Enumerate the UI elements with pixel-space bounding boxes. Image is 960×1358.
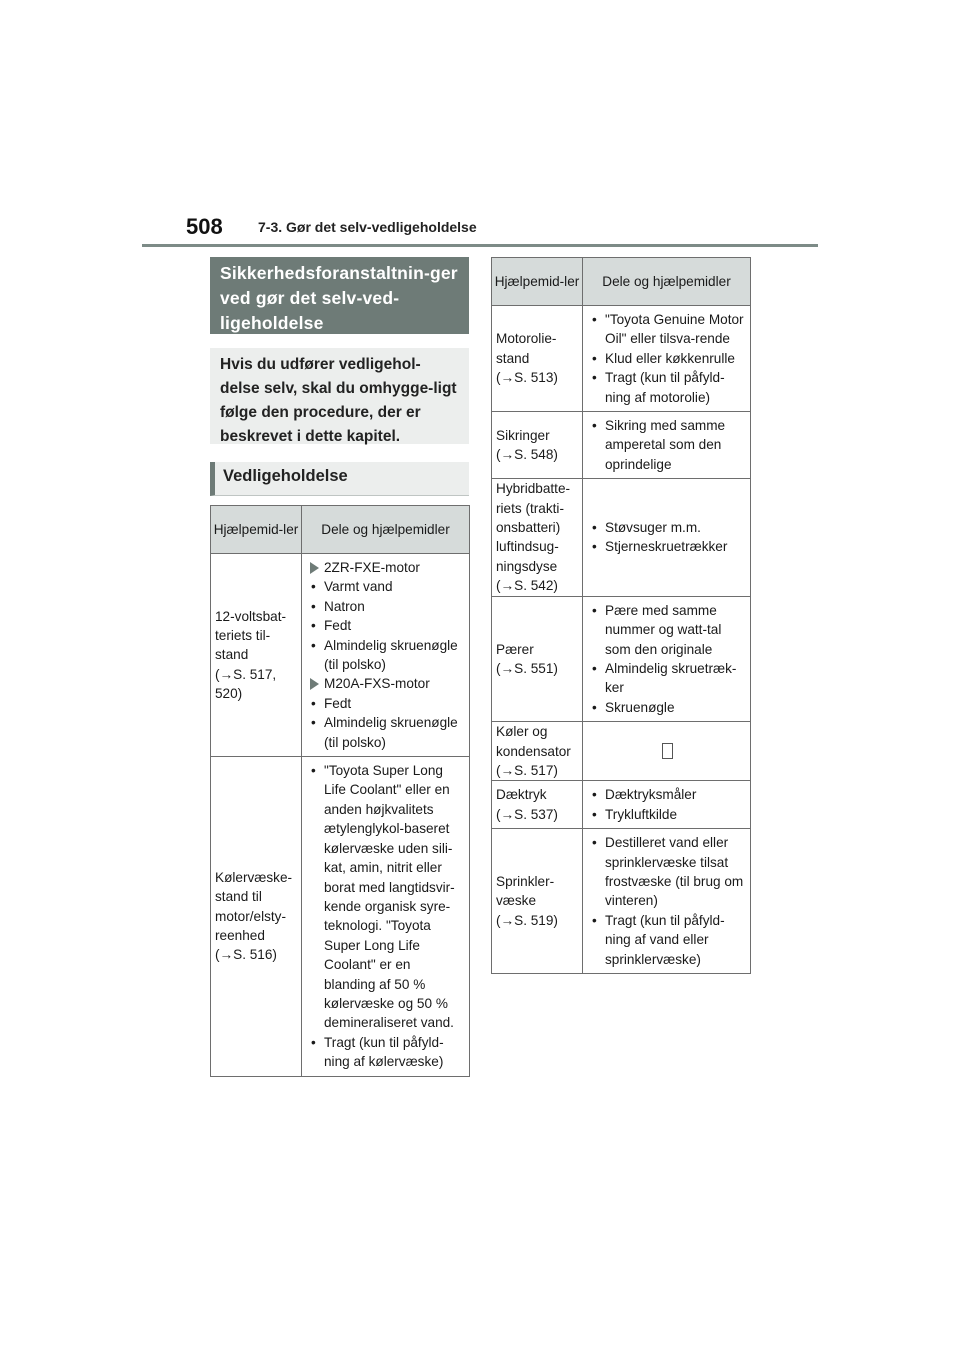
row-items xyxy=(302,554,470,757)
row-items xyxy=(583,722,751,781)
item-list xyxy=(308,761,465,1072)
table-row xyxy=(492,596,751,721)
page-number: 508 xyxy=(186,214,223,239)
category-line: reenhed xyxy=(215,928,265,944)
category-line: Sprinkler- xyxy=(496,873,555,889)
category-line: (→S. 519) xyxy=(496,912,558,928)
section-title: 7-3. Gør det selv-vedligeholdelse xyxy=(258,219,477,235)
header-tools: Hjælpemid-ler xyxy=(211,506,302,554)
category-line: 12-voltsbat- xyxy=(215,608,287,624)
list-item: • Almindelig skruenøgle (til polsko) xyxy=(308,713,465,752)
category-line: stand xyxy=(215,647,249,663)
list-item: • Trykluftkilde xyxy=(589,805,746,824)
list-item: • "Toyota Super Long Life Coolant" eller en anden højkvalitets ætylenglykol-baseret kølervæske uden sili-kat, amin, nitrit eller borat med langtidsvir-kende organisk syre-teknologi. "Toyota Super Long Life Coolant" er en blanding af 50 % kølervæske og 50 % demineraliseret vand. xyxy=(308,761,465,1033)
category-line: Dæktryk xyxy=(496,787,547,803)
list-item: • Almindelig skruenøgle (til polsko) xyxy=(308,636,465,675)
item-list xyxy=(589,785,746,824)
list-item: • Pære med samme nummer og watt-tal som den originale xyxy=(589,601,746,659)
category-line: kondensator xyxy=(496,743,571,759)
row-items xyxy=(583,479,751,596)
table-row xyxy=(492,829,751,974)
engine-variant-item: 2ZR-FXE-motor xyxy=(308,558,465,577)
list-item: • Dæktryksmåler xyxy=(589,785,746,804)
category-line: (→S. 548) xyxy=(496,447,558,463)
header-tools: Hjælpemid-ler xyxy=(492,258,583,306)
category-line: (→S. 542) xyxy=(496,578,558,594)
item-list xyxy=(589,310,746,407)
row-category xyxy=(211,554,302,757)
category-line: (→S. 537) xyxy=(496,806,558,822)
category-line: riets (trakti- xyxy=(496,500,564,516)
row-items xyxy=(583,596,751,721)
row-items xyxy=(302,757,470,1077)
category-line: (→S. 513) xyxy=(496,370,558,386)
item-list xyxy=(589,416,746,474)
row-category xyxy=(492,781,583,829)
table-row xyxy=(492,412,751,479)
right-parts-table xyxy=(491,257,751,974)
header-parts: Dele og hjælpemidler xyxy=(583,258,751,306)
category-line: væske xyxy=(496,893,537,909)
row-items xyxy=(583,829,751,974)
list-item: • Skruenøgle xyxy=(589,698,746,717)
header-parts: Dele og hjælpemidler xyxy=(302,506,470,554)
intro-text: Hvis du udfører vedligehol-delse selv, skal du omhygge-ligt følge den procedure, der er beskrevet i dette kapitel. xyxy=(210,348,469,444)
list-item: • Tragt (kun til påfyld-ning af kølervæske) xyxy=(308,1033,465,1072)
category-line: ningsdyse xyxy=(496,558,558,574)
empty-box-icon xyxy=(662,743,673,759)
list-item: • Varmt vand xyxy=(308,577,465,596)
row-category xyxy=(492,306,583,412)
list-item: • Destilleret vand eller sprinklervæske tilsat frostvæske (til brug om vinteren) xyxy=(589,833,746,911)
item-list xyxy=(589,833,746,969)
category-line: motor/elsty- xyxy=(215,908,287,924)
item-list xyxy=(589,601,746,717)
row-items xyxy=(583,412,751,479)
table-row xyxy=(211,757,470,1077)
list-item: • Tragt (kun til påfyld-ning af vand eller sprinklervæske) xyxy=(589,911,746,969)
category-line: stand til xyxy=(215,889,262,905)
row-items xyxy=(583,781,751,829)
row-category xyxy=(211,757,302,1077)
list-item: • "Toyota Genuine Motor Oil" eller tilsva-rende xyxy=(589,310,746,349)
category-line: onsbatteri) xyxy=(496,520,561,536)
engine-variant-item: M20A-FXS-motor xyxy=(308,674,465,693)
category-line: Kølervæske- xyxy=(215,869,293,885)
category-line: teriets til- xyxy=(215,627,271,643)
category-line: (→S. 517, xyxy=(215,666,277,682)
row-items xyxy=(583,306,751,412)
list-item: • Støvsuger m.m. xyxy=(589,518,746,537)
table-row xyxy=(492,781,751,829)
category-line: Sikringer xyxy=(496,427,550,443)
list-item: • Almindelig skruetræk-ker xyxy=(589,659,746,698)
item-list xyxy=(308,558,465,752)
list-item: • Fedt xyxy=(308,694,465,713)
row-category xyxy=(492,412,583,479)
maintenance-heading: Vedligeholdelse xyxy=(210,462,469,496)
table-row xyxy=(211,554,470,757)
left-parts-table xyxy=(210,505,470,1077)
row-category xyxy=(492,829,583,974)
category-line: Pærer xyxy=(496,641,534,657)
list-item: • Klud eller køkkenrulle xyxy=(589,349,746,368)
category-line: (→S. 516) xyxy=(215,947,277,963)
table-row xyxy=(492,722,751,781)
list-item: • Tragt (kun til påfyld-ning af motorolie) xyxy=(589,368,746,407)
category-line: Hybridbatte- xyxy=(496,481,571,497)
safety-heading: Sikkerhedsforanstaltnin-ger ved gør det selv-ved-ligeholdelse xyxy=(210,257,469,334)
category-line: (→S. 517) xyxy=(496,762,558,778)
list-item: • Sikring med samme amperetal som den oprindelige xyxy=(589,416,746,474)
table-row xyxy=(492,306,751,412)
list-item: • Stjerneskruetrækker xyxy=(589,537,746,556)
category-line: Motorolie- xyxy=(496,331,557,347)
list-item: • Fedt xyxy=(308,616,465,635)
list-item: • Natron xyxy=(308,597,465,616)
header-divider xyxy=(142,244,818,247)
category-line: luftindsug- xyxy=(496,539,559,555)
category-line: (→S. 551) xyxy=(496,660,558,676)
category-line: Køler og xyxy=(496,724,548,740)
row-category xyxy=(492,722,583,781)
category-line: 520) xyxy=(215,686,243,702)
table-row xyxy=(492,479,751,596)
row-category xyxy=(492,596,583,721)
row-category xyxy=(492,479,583,596)
item-list xyxy=(589,518,746,557)
category-line: stand xyxy=(496,350,530,366)
